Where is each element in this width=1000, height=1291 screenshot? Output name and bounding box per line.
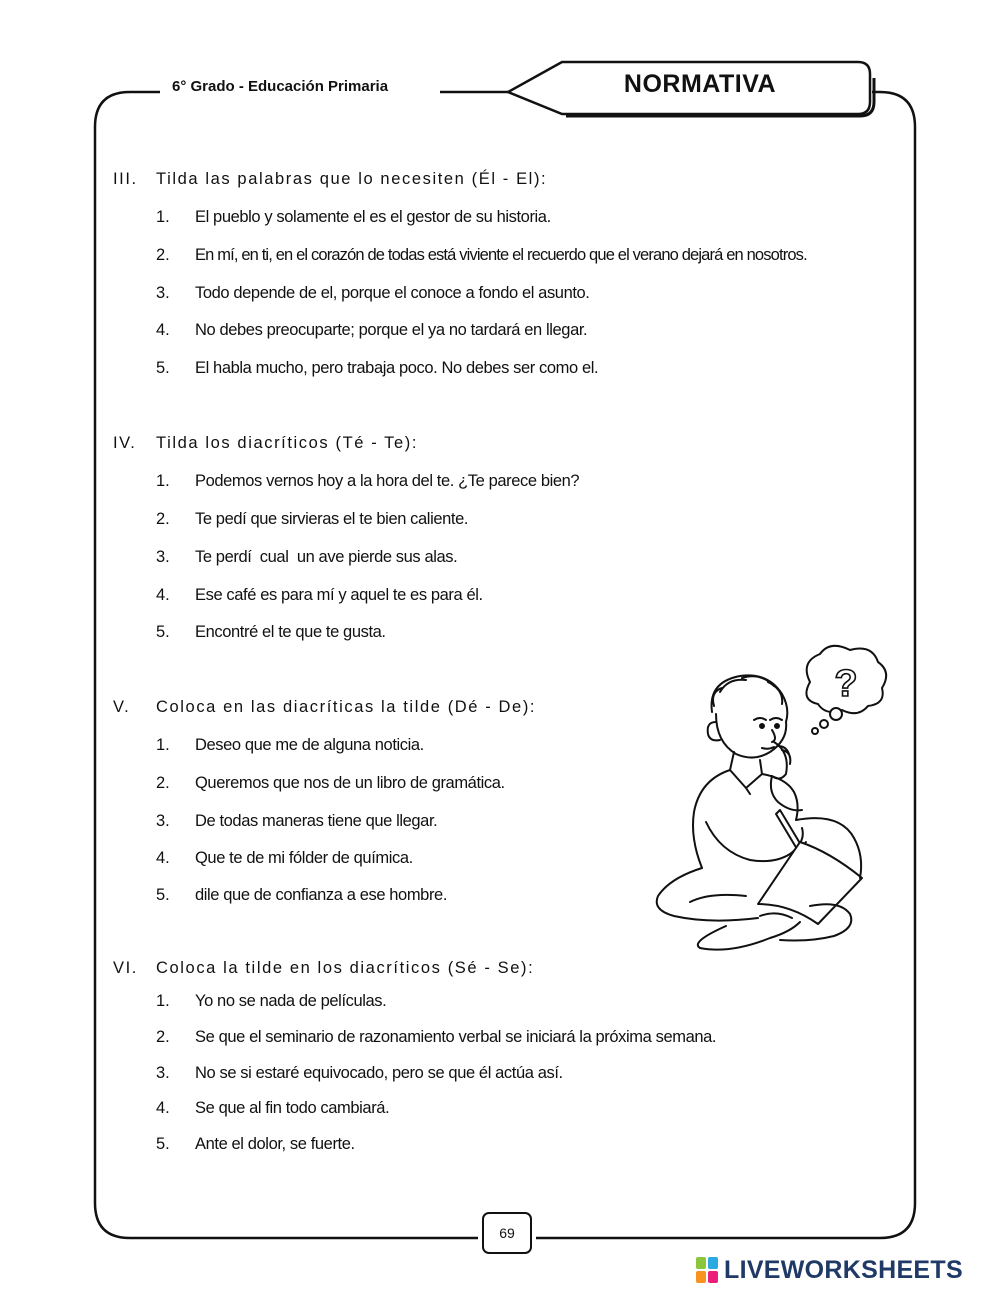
list-item: 5. Ante el dolor, se fuerte.: [156, 1135, 355, 1153]
section-number: VI.: [113, 959, 138, 977]
section-title: Tilda los diacríticos (Té - Te):: [156, 434, 419, 452]
list-item: 5. El habla mucho, pero trabaja poco. No debes ser como el.: [156, 359, 599, 377]
liveworksheets-logo-icon: [696, 1257, 718, 1283]
list-item: 1. Deseo que me de alguna noticia.: [156, 736, 424, 754]
section-title: Coloca la tilde en los diacríticos (Sé - Se):: [156, 959, 535, 977]
list-item: 2. Se que el seminario de razonamiento verbal se iniciará la próxima semana.: [156, 1028, 717, 1046]
question-mark: ?: [834, 663, 858, 705]
section-title: Tilda las palabras que lo necesiten (Él - El):: [156, 170, 548, 188]
list-item: 3. Te perdí cual un ave pierde sus alas.: [156, 548, 458, 566]
list-item: 1. Yo no se nada de películas.: [156, 992, 387, 1010]
list-item: 1. El pueblo y solamente el es el gestor de su historia.: [156, 208, 551, 226]
page-number: 69: [499, 1225, 515, 1241]
list-item: 5. dile que de confianza a ese hombre.: [156, 886, 448, 904]
list-item: 2. Te pedí que sirvieras el te bien caliente.: [156, 510, 469, 528]
section-number: V.: [113, 698, 131, 716]
section-iii: [113, 169, 873, 377]
list-item: 4. Ese café es para mí y aquel te es para él.: [156, 586, 483, 604]
thinking-boy-illustration: [650, 642, 900, 952]
list-item: 4. Que te de mi fólder de química.: [156, 849, 413, 867]
list-item: 5. Encontré el te que te gusta.: [156, 623, 386, 641]
list-item: 2. En mí, en ti, en el corazón de todas está viviente el recuerdo que el verano dejará en nosotros.: [156, 246, 807, 264]
list-item: 3. No se si estaré equivocado, pero se que él actúa así.: [156, 1064, 563, 1082]
section-number: III.: [113, 170, 138, 188]
section-title: Coloca en las diacríticas la tilde (Dé - De):: [156, 698, 537, 716]
page-title: NORMATIVA: [623, 70, 777, 98]
section-vi: [113, 958, 873, 1153]
list-item: 4. No debes preocuparte; porque el ya no tardará en llegar.: [156, 321, 588, 339]
grade-label: 6° Grado - Educación Primaria: [172, 78, 389, 95]
list-item: 2. Queremos que nos de un libro de gramática.: [156, 774, 505, 792]
section-number: IV.: [113, 434, 137, 452]
list-item: 3. De todas maneras tiene que llegar.: [156, 812, 438, 830]
brand-name: LIVEWORKSHEETS: [724, 1255, 963, 1284]
list-item: 4. Se que al fin todo cambiará.: [156, 1099, 390, 1117]
liveworksheets-brand[interactable]: [696, 1255, 963, 1285]
list-item: 1. Podemos vernos hoy a la hora del te. ¿Te parece bien?: [156, 472, 580, 490]
list-item: 3. Todo depende de el, porque el conoce a fondo el asunto.: [156, 284, 590, 302]
section-iv: [113, 433, 873, 641]
